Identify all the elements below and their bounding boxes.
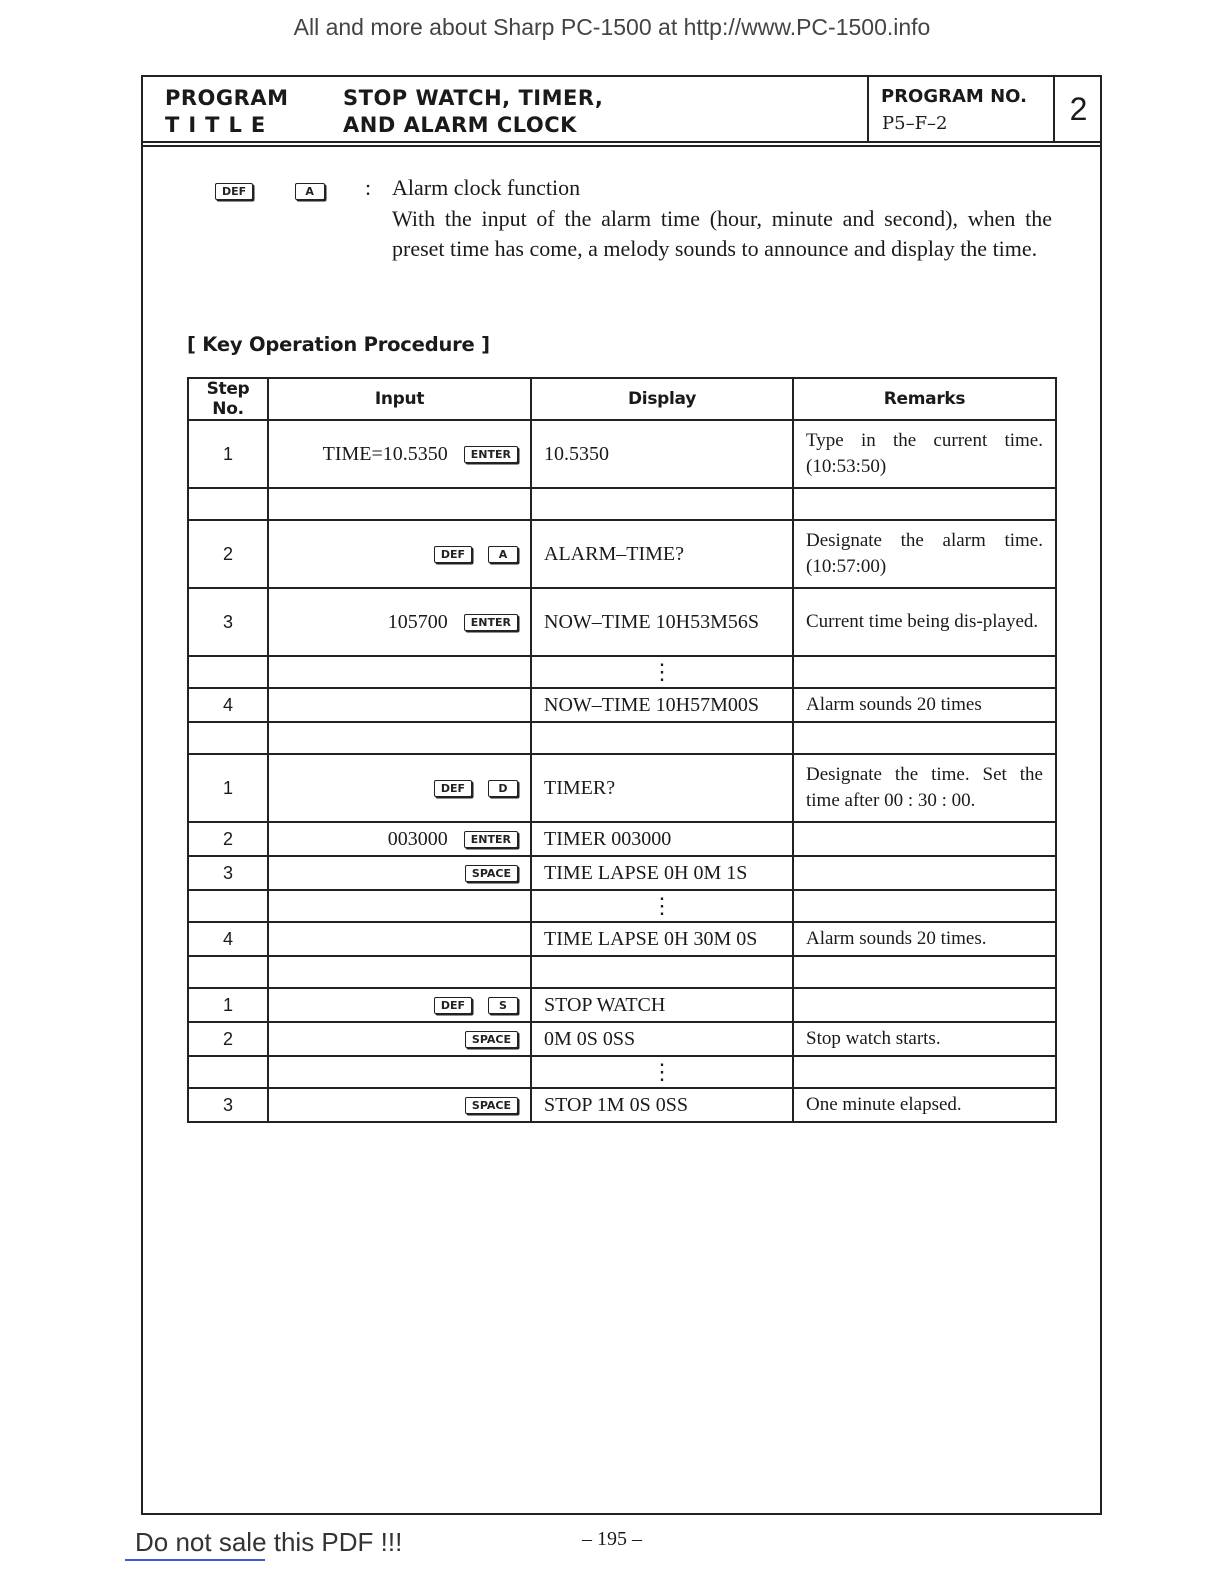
empty-cell (188, 656, 268, 688)
title-divider (143, 145, 1100, 147)
title-label-line1: PROGRAM (165, 86, 289, 110)
input-cell (268, 754, 531, 822)
a-key-icon: A (488, 546, 518, 563)
display-cell: STOP WATCH (531, 988, 793, 1022)
page-number: – 195 – (582, 1528, 642, 1550)
empty-cell (793, 890, 1056, 922)
column-header: Step No. (188, 378, 268, 420)
empty-cell (188, 890, 268, 922)
display-cell: TIMER? (531, 754, 793, 822)
table-row (188, 988, 1056, 1022)
display-cell: NOW–TIME 10H57M00S (531, 688, 793, 722)
header-url: All and more about Sharp PC-1500 at http://www.PC-1500.info (293, 14, 931, 40)
table-row (188, 922, 1056, 956)
input-cell (268, 520, 531, 588)
input-cell (268, 988, 531, 1022)
intro-body: With the input of the alarm time (hour, minute and second), when the preset time has come, a melody sounds to announce and display the time. (392, 205, 1052, 261)
program-title-name (343, 85, 603, 139)
gap-cell (793, 488, 1056, 520)
input-text: TIME=10.5350 (322, 442, 448, 465)
table-row (188, 754, 1056, 822)
remarks-cell: Designate the alarm time. (10:57:00) (793, 520, 1056, 588)
program-title-block (143, 77, 1100, 143)
remarks-cell: Alarm sounds 20 times (793, 688, 1056, 722)
step-number: 3 (188, 856, 268, 890)
table-row (188, 722, 1056, 754)
display-cell: TIMER 003000 (531, 822, 793, 856)
program-number-box (867, 77, 1055, 141)
empty-cell (268, 656, 531, 688)
table-row (188, 956, 1056, 988)
a-key-icon: A (295, 183, 325, 200)
footer-underline (125, 1559, 265, 1561)
def-key-icon: DEF (434, 546, 472, 563)
column-header: Display (531, 378, 793, 420)
empty-cell (188, 1056, 268, 1088)
display-cell: 0M 0S 0SS (531, 1022, 793, 1056)
table-row (188, 1088, 1056, 1122)
gap-cell (268, 722, 531, 754)
def-key-icon: DEF (215, 183, 253, 200)
space-key-icon: SPACE (465, 1097, 518, 1114)
table-row (188, 1022, 1056, 1056)
remarks-cell: Type in the current time. (10:53:50) (793, 420, 1056, 488)
title-label-line2: TITLE (165, 113, 275, 137)
enter-key-icon: ENTER (464, 614, 518, 631)
step-number: 1 (188, 754, 268, 822)
program-number-label: PROGRAM NO. (881, 86, 1027, 107)
gap-cell (531, 722, 793, 754)
empty-cell (793, 1056, 1056, 1088)
step-number: 2 (188, 822, 268, 856)
step-number: 2 (188, 1022, 268, 1056)
page-frame (141, 75, 1102, 1515)
gap-cell (793, 956, 1056, 988)
remarks-cell: Designate the time. Set the time after 00 : 30 : 00. (793, 754, 1056, 822)
step-number: 3 (188, 1088, 268, 1122)
column-header: Remarks (793, 378, 1056, 420)
step-number: 4 (188, 922, 268, 956)
input-cell (268, 1088, 531, 1122)
remarks-cell: Stop watch starts. (793, 1022, 1056, 1056)
table-row (188, 688, 1056, 722)
display-cell: NOW–TIME 10H53M56S (531, 588, 793, 656)
remarks-cell: Current time being dis-played. (793, 588, 1056, 656)
table-row (188, 488, 1056, 520)
input-cell (268, 1022, 531, 1056)
step-number: 1 (188, 988, 268, 1022)
table-row (188, 656, 1056, 688)
gap-cell (188, 488, 268, 520)
input-cell (268, 856, 531, 890)
empty-cell (268, 890, 531, 922)
space-key-icon: SPACE (465, 865, 518, 882)
input-cell (268, 822, 531, 856)
table-body (188, 420, 1056, 1122)
table-row (188, 420, 1056, 488)
step-number: 1 (188, 420, 268, 488)
def-key-icon: DEF (434, 780, 472, 797)
title-name-line1: STOP WATCH, TIMER, (343, 86, 604, 110)
input-cell (268, 688, 531, 722)
empty-cell (268, 1056, 531, 1088)
step-number: 4 (188, 688, 268, 722)
d-key-icon: D (488, 780, 518, 797)
section-title: [ Key Operation Procedure ] (187, 333, 490, 356)
intro-colon: : (365, 175, 372, 200)
gap-cell (188, 956, 268, 988)
table-row (188, 822, 1056, 856)
footer-note: Do not sale this PDF !!! (135, 1527, 403, 1557)
input-cell (268, 922, 531, 956)
table-row (188, 520, 1056, 588)
gap-cell (793, 722, 1056, 754)
empty-cell (793, 656, 1056, 688)
program-number-value: P5–F–2 (882, 113, 948, 134)
step-number: 2 (188, 520, 268, 588)
step-number: 3 (188, 588, 268, 656)
remarks-cell: Alarm sounds 20 times. (793, 922, 1056, 956)
key-operation-table (187, 377, 1057, 1123)
column-header: Input (268, 378, 531, 420)
gap-cell (531, 488, 793, 520)
remarks-cell (793, 822, 1056, 856)
remarks-cell: One minute elapsed. (793, 1088, 1056, 1122)
ellipsis-cell: ⋮ (531, 1056, 793, 1088)
table-row (188, 890, 1056, 922)
intro-text (392, 173, 1052, 265)
gap-cell (531, 956, 793, 988)
def-key-icon: DEF (434, 997, 472, 1014)
display-cell: TIME LAPSE 0H 0M 1S (531, 856, 793, 890)
title-name-line2: AND ALARM CLOCK (343, 113, 577, 137)
remarks-cell (793, 856, 1056, 890)
s-key-icon: S (488, 997, 518, 1014)
gap-cell (268, 956, 531, 988)
table-row (188, 856, 1056, 890)
table-row (188, 1056, 1056, 1088)
enter-key-icon: ENTER (464, 446, 518, 463)
ellipsis-cell: ⋮ (531, 656, 793, 688)
ellipsis-cell: ⋮ (531, 890, 793, 922)
space-key-icon: SPACE (465, 1031, 518, 1048)
table-row (188, 588, 1056, 656)
intro-heading: Alarm clock function (392, 175, 581, 200)
input-cell (268, 588, 531, 656)
input-cell (268, 420, 531, 488)
table-header-row (188, 378, 1056, 420)
display-cell: ALARM–TIME? (531, 520, 793, 588)
input-text: 105700 (387, 610, 448, 633)
intro-keys (215, 175, 361, 206)
display-cell: 10.5350 (531, 420, 793, 488)
input-text: 003000 (387, 827, 448, 850)
gap-cell (188, 722, 268, 754)
gap-cell (268, 488, 531, 520)
remarks-cell (793, 988, 1056, 1022)
program-title-label (165, 85, 288, 139)
display-cell: TIME LAPSE 0H 30M 0S (531, 922, 793, 956)
enter-key-icon: ENTER (464, 831, 518, 848)
program-page-number: 2 (1053, 77, 1102, 141)
display-cell: STOP 1M 0S 0SS (531, 1088, 793, 1122)
